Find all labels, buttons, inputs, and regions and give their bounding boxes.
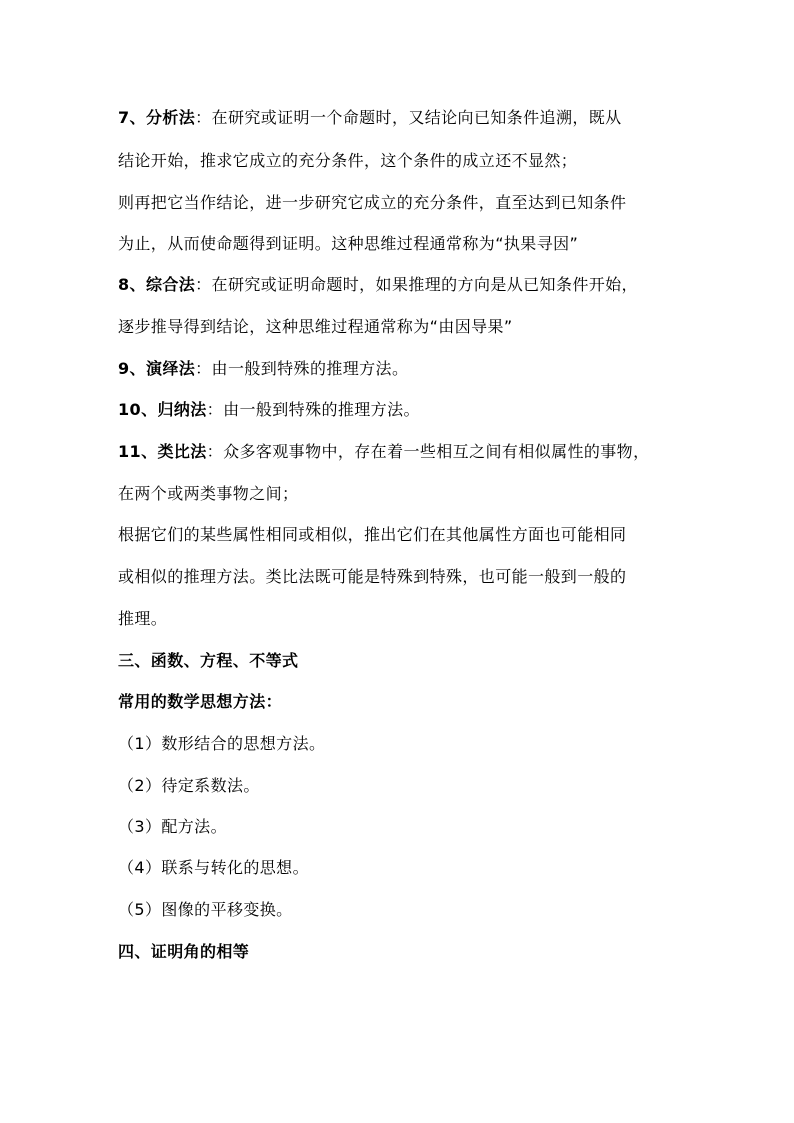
section3-subheading: 常用的数学思想方法： bbox=[118, 692, 283, 711]
item11-term: 类比法 bbox=[157, 442, 207, 461]
item8-number: 8、 bbox=[118, 275, 146, 294]
item10-text: ：由一般到特殊的推理方法。 bbox=[206, 400, 420, 419]
item8-line2: 逐步推导得到结论，这种思维过程通常称为“由因导果” bbox=[118, 317, 513, 336]
item10-term: 归纳法 bbox=[157, 400, 207, 419]
item7-line4: 为止，从而使命题得到证明。这种思维过程通常称为“执果寻因” bbox=[118, 234, 579, 253]
item11-text: ：众多客观事物中，存在着一些相互之间有相似属性的事物， bbox=[206, 442, 650, 461]
item11-number: 11、 bbox=[118, 442, 158, 461]
item8-line1 bbox=[118, 274, 638, 296]
item9-line bbox=[118, 358, 408, 380]
section3-heading: 三、函数、方程、不等式 bbox=[118, 651, 299, 670]
item11-line3: 根据它们的某些属性相同或相似，推出它们在其他属性方面也可能相同 bbox=[118, 525, 627, 544]
method-item-5: （5）图像的平移变换。 bbox=[118, 900, 293, 919]
item8-text: ：在研究或证明命题时，如果推理的方向是从已知条件开始， bbox=[195, 275, 638, 294]
item9-number: 9、 bbox=[118, 359, 146, 378]
item7-line2: 结论开始，推求它成立的充分条件，这个条件的成立还不显然； bbox=[118, 151, 578, 170]
item7-line3: 则再把它当作结论，进一步研究它成立的充分条件，直至达到已知条件 bbox=[118, 193, 627, 212]
item8-term: 综合法 bbox=[145, 275, 196, 294]
item11-line5: 推理。 bbox=[118, 609, 168, 628]
item7-text: ：在研究或证明一个命题时，又结论向已知条件追溯，既从 bbox=[195, 108, 622, 127]
method-item-3: （3）配方法。 bbox=[118, 817, 227, 836]
item11-line4: 或相似的推理方法。类比法既可能是特殊到特殊，也可能一般到一般的 bbox=[118, 567, 627, 586]
item9-text: ：由一般到特殊的推理方法。 bbox=[195, 359, 409, 378]
method-item-1: （1）数形结合的思想方法。 bbox=[118, 734, 326, 753]
item11-line1 bbox=[118, 441, 649, 463]
item11-line2: 在两个或两类事物之间； bbox=[118, 484, 299, 503]
method-item-2: （2）待定系数法。 bbox=[118, 776, 260, 795]
item7-number: 7、 bbox=[118, 108, 146, 127]
section4-heading: 四、证明角的相等 bbox=[118, 942, 250, 961]
item7-term: 分析法 bbox=[145, 108, 196, 127]
item9-term: 演绎法 bbox=[145, 359, 196, 378]
item10-line bbox=[118, 399, 420, 421]
item10-number: 10、 bbox=[118, 400, 158, 419]
item7-line1 bbox=[118, 107, 622, 129]
method-item-4: （4）联系与转化的思想。 bbox=[118, 858, 309, 877]
